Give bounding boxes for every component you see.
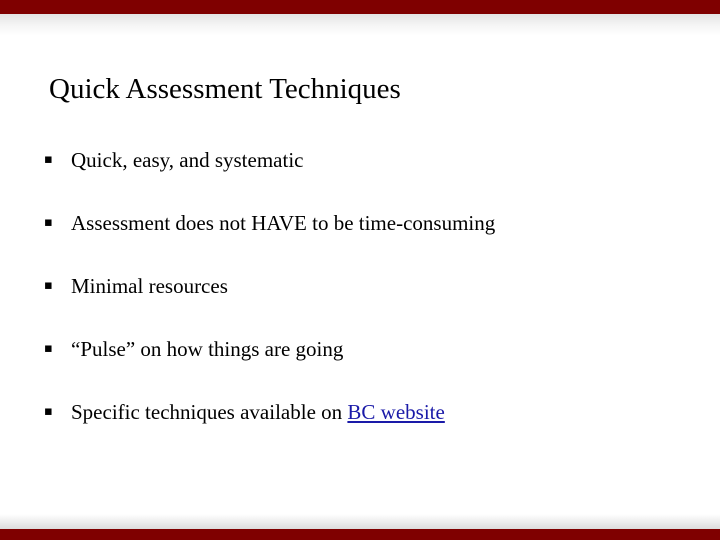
bullet-item bbox=[44, 269, 684, 332]
square-bullet-icon: ▪ bbox=[44, 215, 53, 230]
bullet-text: Specific techniques available on bbox=[71, 400, 348, 424]
top-shadow-band bbox=[0, 14, 720, 36]
top-accent-bar bbox=[0, 0, 720, 14]
bullet-item bbox=[44, 143, 684, 206]
square-bullet-icon: ▪ bbox=[44, 404, 53, 419]
bullet-text: Minimal resources bbox=[71, 274, 228, 298]
bc-website-link[interactable]: BC website bbox=[347, 400, 445, 424]
bottom-shadow-band bbox=[0, 514, 720, 529]
bullet-text: Assessment does not HAVE to be time-consuming bbox=[71, 211, 496, 235]
bullet-item bbox=[44, 332, 684, 395]
square-bullet-icon: ▪ bbox=[44, 278, 53, 293]
bullet-item bbox=[44, 206, 684, 269]
bullet-text-with-link bbox=[71, 395, 445, 429]
square-bullet-icon: ▪ bbox=[44, 152, 53, 167]
bullet-text: “Pulse” on how things are going bbox=[71, 337, 344, 361]
bullet-item bbox=[44, 395, 684, 458]
bullet-text: Quick, easy, and systematic bbox=[71, 148, 304, 172]
slide-title: Quick Assessment Techniques bbox=[49, 73, 401, 105]
bullet-list bbox=[44, 143, 684, 458]
square-bullet-icon: ▪ bbox=[44, 341, 53, 356]
bottom-accent-bar bbox=[0, 529, 720, 540]
